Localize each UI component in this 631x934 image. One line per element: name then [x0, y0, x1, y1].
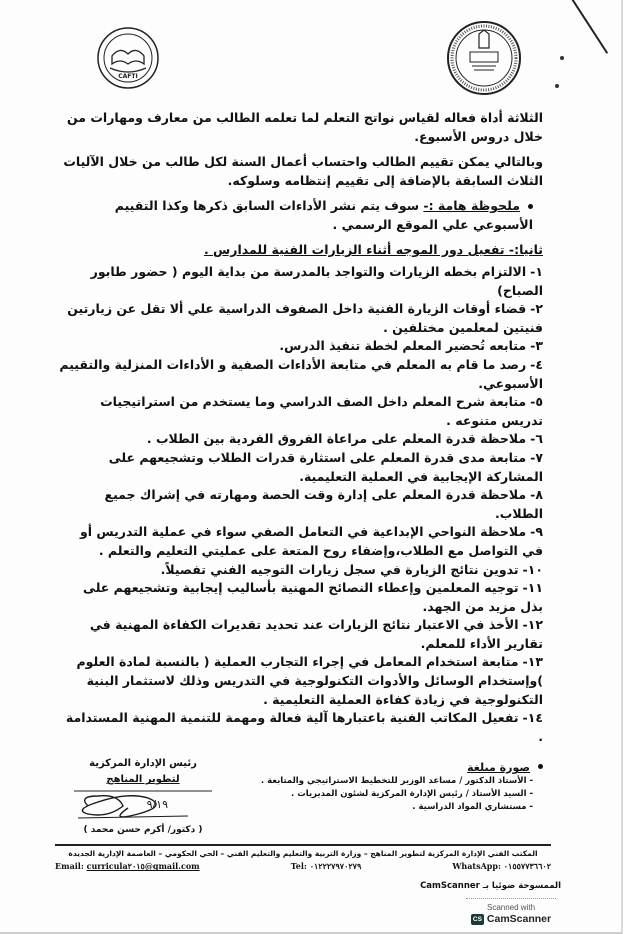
list-item: ٤-رصد ما قام به المعلم في متابعة الأداءات الصفية و الأداءات المنزلية والتقييم الأسبوعي.: [59, 356, 543, 391]
email-link[interactable]: curricula٢٠١٥@gmail.com: [86, 861, 200, 872]
signatory-name: ( دكتور/ أكرم حسن محمد ): [83, 825, 203, 836]
scan-speck: [560, 56, 564, 60]
cc-title: صورة مبلغة: [467, 761, 530, 775]
footer-email: Email: curricula٢٠١٥@gmail.com: [55, 861, 200, 872]
intro-paragraph-1: الثلاثة أداة فعاله لقياس نواتج التعلم لما تعلمه الطالب من معارف ومهارات من خلال دروس الأسبوع.: [67, 110, 543, 144]
list-item: ١١-توجيه المعلمين وإعطاء النصائح المهنية بأساليب إيجابية وتشجيعهم على بذل مزيد من الجهد.: [83, 580, 543, 614]
section-title: ثانيا:- تفعيل دور الموجه أثناء الزيارات الفنية للمدارس .: [203, 242, 543, 257]
camscanner-watermark: [461, 898, 561, 926]
ministry-seal-logo: [444, 18, 524, 98]
signature-block: [58, 756, 228, 838]
list-item: ١٢-الأخذ في الاعتبار نتائج الزيارات عند تحديد تقديرات الكفاءة المهنية في تقارير الأداء للمعلم.: [89, 617, 543, 651]
footer-tel: Tel: ٠١٢٢٢٧٩٧٠٢٧٩: [290, 861, 362, 872]
cc-item: - الأستاذ الدكتور / مساعد الوزير للتخطيط الاستراتيجي والمتابعة .: [260, 776, 533, 787]
cafti-logo-text: CAFTI: [118, 73, 138, 80]
important-note: [58, 196, 533, 234]
letterhead-footer: [55, 844, 551, 872]
closing-row: [0, 746, 621, 838]
cc-item: - مستشاري المواد الدراسية .: [412, 802, 533, 813]
scanned-with-label: Scanned with: [486, 903, 536, 913]
list-item: ٩-ملاحظة النواحي الإبداعية في التعامل الصفي سواء في عملية التدريس أو في التواصل مع الطلاب،وإضفاء روح المتعة على عمليتي التعليم والتعلم .: [80, 524, 543, 558]
numbered-list: [58, 263, 543, 746]
footer-whatsapp: WhatsApp: ٠١٥٥٧٧٣٦٦٠٢: [452, 861, 551, 872]
list-item: ١٣-متابعة استخدام المعامل في إجراء التجارب العملية ( بالنسبة لمادة العلوم )وإستخدام الوسائل والأدوات التكنولوجية في التدريس وذلك لاستثمار البنية التكنولوجية في زيادة كفاءة العملية التعليمية .: [76, 654, 543, 707]
list-item: ١٤-تفعيل المكاتب الفنية باعتبارها آلية فعالة ومهمة للتنمية المهنية المستدامة .: [65, 710, 543, 744]
note-label: ملحوظة هامة :-: [423, 198, 520, 213]
list-item: ٣-متابعه تُحضير المعلم لخطة تنفيذ الدرس.: [279, 338, 543, 354]
list-item: ١-الالتزام بخطه الزيارات والتواجد بالمدرسة من بداية اليوم ( حضور طابور الصباح): [90, 264, 543, 298]
list-item: ٢-قضاء أوقات الزيارة الفنية داخل الصفوف الدراسية علي ألا تقل عن زيارتين فنيتين لمعلمين مختلفين .: [67, 301, 543, 335]
footer-contacts: [55, 861, 551, 872]
cc-block: [253, 756, 543, 814]
camscanner-icon: CS: [472, 916, 482, 924]
footer-address: المكتب الفني الإدارة المركزية لتطوير المناهج – وزارة التربية والتعليم والتعليم الفني – الحي الحكومي – العاصمة الإدارية الجديدة: [68, 849, 538, 859]
camscanner-brand: CamScanner: [486, 913, 552, 926]
list-item: ٧-متابعة مدى قدرة المعلم على استثارة قدرات الطلاب وتشجيعهم على المشاركة الإيجابية في العملية التعليمية.: [108, 449, 543, 484]
document-body: [0, 100, 621, 746]
bullet-icon: [528, 204, 533, 209]
list-item: ١٠-تدوين نتائج الزيارة في سجل زيارات التوجيه الفني تفصيلاً.: [160, 561, 543, 577]
list-item: ٦-ملاحظة قدرة المعلم على مراعاة الفروق الفردية بين الطلاب .: [146, 431, 543, 447]
list-item: ٥-متابعة شرح المعلم داخل الصف الدراسي وما يستخدم من استراتيجيات تدريس متنوعه .: [100, 394, 543, 428]
cafti-logo: [96, 26, 160, 90]
list-item: ٨-ملاحظة قدرة المعلم على إدارة وقت الحصة ومهارته في إشراك جميع الطلاب.: [104, 487, 543, 521]
bullet-icon: [538, 764, 543, 769]
letterhead-logos: [0, 0, 621, 100]
signatory-title-1: رئيس الإدارة المركزية: [89, 758, 197, 770]
signatory-title-2: لتطوير المناهج: [106, 774, 180, 786]
scanner-area: [0, 872, 621, 932]
signature-date: ٩/١٩: [146, 798, 168, 812]
scan-speck: [555, 84, 559, 88]
note-text: سوف يتم نشر الأداءات السابق ذكرها وكذا التقييم الأسبوعي علي الموقع الرسمي .: [114, 198, 533, 232]
cc-item: - السيد الأستاذ / رئيس الإدارة المركزية لشئون المديريات .: [291, 789, 533, 800]
camscanner-arabic-caption: الممسوحة ضوئيا بـ CamScanner: [420, 881, 561, 892]
handwritten-signature: [68, 788, 218, 822]
intro-paragraph-2: وبالتالي يمكن تقييم الطالب واحتساب أعمال السنة لكل طالب من خلال الآليات الثلاث السابقة بالإضافة إلى تقييم إنتظامه وسلوكه.: [63, 154, 543, 188]
